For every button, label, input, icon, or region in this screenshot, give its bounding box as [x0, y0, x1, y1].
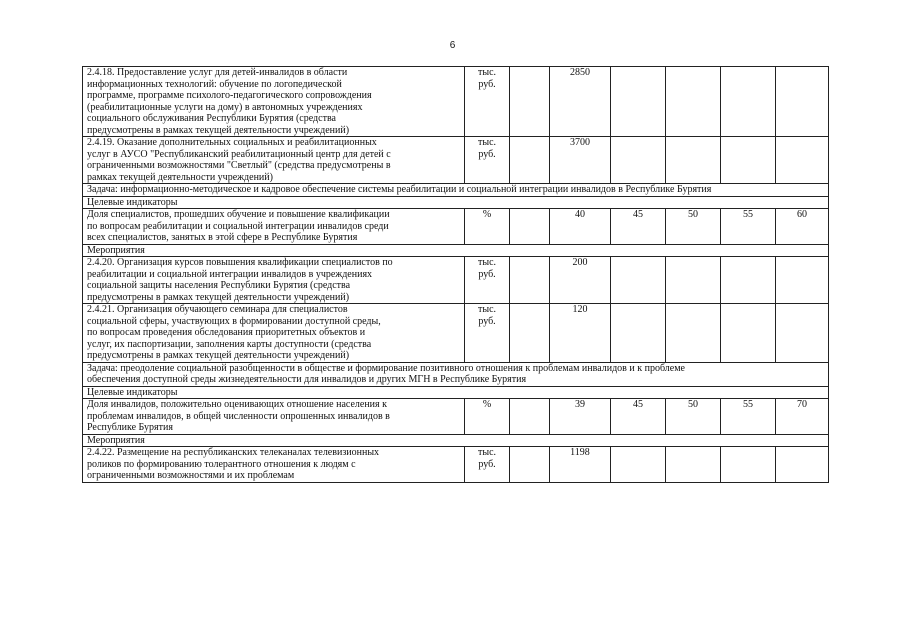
description-cell: [83, 447, 465, 483]
unit-cell: [465, 137, 510, 184]
unit-cell: [465, 399, 510, 435]
section-row: [83, 184, 829, 197]
section-text: Мероприятия: [87, 244, 145, 256]
description-cell: [83, 209, 465, 245]
section-cell: [83, 386, 829, 399]
description-line: по вопросам реабилитации и социальной интеграции инвалидов среди: [87, 220, 389, 232]
unit-text: %: [482, 399, 492, 410]
value-cell: [510, 209, 550, 245]
value-cell: [611, 304, 666, 363]
unit-text: руб.: [478, 458, 496, 470]
section-row: [83, 434, 829, 447]
unit-cell: [465, 257, 510, 304]
program-table: [82, 66, 829, 483]
value-cell: 50: [666, 399, 721, 435]
description-cell: [83, 137, 465, 184]
section-text: обеспечения доступной среды жизнедеятельности для инвалидов и других МГН в Республике Бурятия: [87, 374, 527, 385]
value-cell: [510, 67, 550, 137]
description-cell: [83, 304, 465, 363]
value-cell: 39: [550, 399, 611, 435]
value-cell: 120: [550, 304, 611, 363]
description-line: реабилитации и социальной интеграции инвалидов в учреждениях: [87, 268, 373, 280]
description-line: ограниченными возможностями "Светлый" (средства предусмотрены в: [87, 160, 391, 171]
description-line: предусмотрены в рамках текущей деятельности учреждений): [87, 291, 350, 303]
value-cell: [666, 447, 721, 483]
table-row: [83, 447, 829, 483]
description-line: 2.4.22. Размещение на республиканских телеканалах телевизионных: [87, 447, 380, 458]
unit-text: руб.: [478, 78, 496, 90]
value-cell: 200: [550, 257, 611, 304]
section-text: Задача: информационно-методическое и кадровое обеспечение системы реабилитации и социальной интеграции инвалидов в Республике Бурятия: [87, 184, 712, 195]
description-line: информационных технологий: обучение по логопедической: [87, 78, 342, 90]
description-cell: [83, 399, 465, 435]
unit-text: руб.: [478, 148, 496, 160]
value-cell: [721, 447, 776, 483]
description-line: 2.4.20. Организация курсов повышения квалификации специалистов по: [87, 257, 393, 268]
unit-text: тыс.: [477, 67, 497, 78]
section-row: [83, 244, 829, 257]
value-cell: 55: [721, 209, 776, 245]
table-row: [83, 257, 829, 304]
value-cell: 60: [776, 209, 829, 245]
value-cell: [611, 137, 666, 184]
description-cell: [83, 67, 465, 137]
value-cell: [611, 447, 666, 483]
description-line: предусмотрены в рамках текущей деятельности учреждений): [87, 350, 350, 361]
value-cell: 45: [611, 209, 666, 245]
unit-text: руб.: [478, 315, 496, 327]
description-line: (реабилитационные услуги на дому) в автономных учреждениях: [87, 101, 363, 113]
value-cell: [776, 257, 829, 304]
value-cell: [776, 137, 829, 184]
description-line: по вопросам проведения обследования приоритетных объектов и: [87, 327, 366, 338]
value-cell: 1198: [550, 447, 611, 483]
value-cell: [776, 304, 829, 363]
section-text: Задача: преодоление социальной разобщенности в обществе и формирование позитивного отношения к проблемам инвалидов и к проблеме: [87, 362, 685, 374]
value-cell: [510, 447, 550, 483]
value-cell: [666, 137, 721, 184]
description-line: всех специалистов, занятых в этой сфере в Республике Бурятия: [87, 232, 358, 243]
value-cell: [776, 447, 829, 483]
description-line: предусмотрены в рамках текущей деятельности учреждений): [87, 124, 350, 136]
value-cell: 3700: [550, 137, 611, 184]
unit-cell: [465, 304, 510, 363]
table-row: [83, 209, 829, 245]
value-cell: 55: [721, 399, 776, 435]
value-cell: [721, 257, 776, 304]
value-cell: [510, 137, 550, 184]
value-cell: [510, 304, 550, 363]
value-cell: 2850: [550, 67, 611, 137]
description-line: Доля инвалидов, положительно оценивающих отношение населения к: [87, 399, 387, 410]
value-cell: [666, 257, 721, 304]
description-line: 2.4.19. Оказание дополнительных социальных и реабилитационных: [87, 137, 377, 148]
unit-cell: [465, 209, 510, 245]
value-cell: 50: [666, 209, 721, 245]
value-cell: [666, 67, 721, 137]
description-line: ограниченными возможностями и их проблемам: [87, 470, 295, 481]
description-line: 2.4.21. Организация обучающего семинара для специалистов: [87, 304, 348, 315]
description-cell: [83, 257, 465, 304]
description-line: Республике Бурятия: [87, 422, 173, 433]
unit-text: тыс.: [477, 257, 497, 268]
description-line: программе, программе психолого-педагогического сопровождения: [87, 90, 372, 101]
value-cell: [776, 67, 829, 137]
unit-cell: [465, 67, 510, 137]
value-cell: [721, 67, 776, 137]
section-cell: [83, 196, 829, 209]
description-line: Доля специалистов, прошедших обучение и повышение квалификации: [87, 209, 390, 220]
description-line: социального обслуживания Республики Бурятия (средства: [87, 113, 336, 124]
unit-text: тыс.: [477, 447, 497, 458]
description-line: 2.4.18. Предоставление услуг для детей-инвалидов в области: [87, 67, 348, 78]
unit-text: %: [482, 209, 492, 220]
description-line: услуг в АУСО "Республиканский реабилитационный центр для детей с: [87, 148, 391, 160]
unit-text: тыс.: [477, 304, 497, 315]
section-row: [83, 196, 829, 209]
value-cell: 45: [611, 399, 666, 435]
value-cell: [666, 304, 721, 363]
section-cell: [83, 362, 829, 386]
value-cell: 40: [550, 209, 611, 245]
description-line: роликов по формированию толерантного отношения к людям с: [87, 458, 356, 470]
section-cell: [83, 434, 829, 447]
table-row: [83, 67, 829, 137]
description-line: рамках текущей деятельности учреждений): [87, 171, 273, 183]
description-line: социальной защиты населения Республики Бурятия (средства: [87, 280, 351, 291]
unit-cell: [465, 447, 510, 483]
section-row: [83, 362, 829, 386]
value-cell: [510, 257, 550, 304]
value-cell: [611, 67, 666, 137]
table-row: [83, 137, 829, 184]
description-line: социальной сферы, участвующих в формировании доступной среды,: [87, 315, 381, 327]
section-cell: [83, 244, 829, 257]
value-cell: [611, 257, 666, 304]
section-text: Целевые индикаторы: [87, 386, 178, 398]
description-line: проблемам инвалидов, в общей численности опрошенных инвалидов в: [87, 410, 390, 422]
unit-text: руб.: [478, 268, 496, 280]
section-text: Целевые индикаторы: [87, 196, 178, 208]
section-cell: [83, 184, 829, 197]
unit-text: тыс.: [477, 137, 497, 148]
value-cell: 70: [776, 399, 829, 435]
description-line: услуг, их паспортизации, заполнения карты доступности (средства: [87, 338, 372, 350]
section-row: [83, 386, 829, 399]
value-cell: [721, 137, 776, 184]
table-body: [83, 67, 829, 483]
table-row: [83, 304, 829, 363]
page-number: 6: [449, 40, 456, 51]
section-text: Мероприятия: [87, 434, 145, 446]
value-cell: [721, 304, 776, 363]
table-row: [83, 399, 829, 435]
value-cell: [510, 399, 550, 435]
